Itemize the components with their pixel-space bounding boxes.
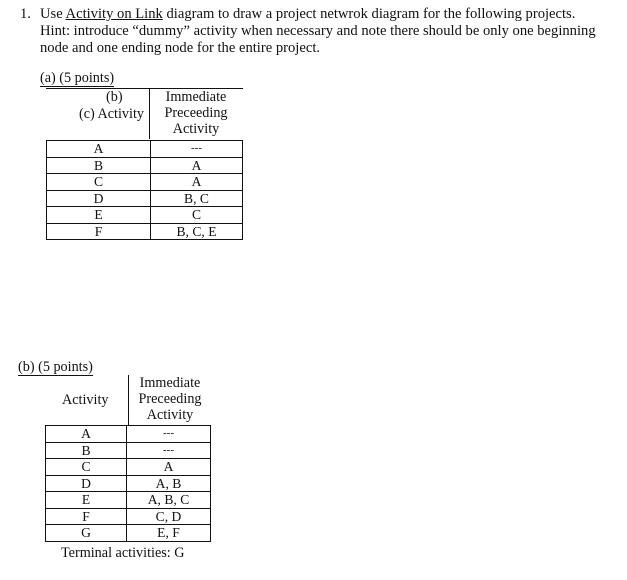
- part-a-header-pred: Immediate Preceeding Activity: [164, 89, 228, 137]
- question-number: 1.: [20, 6, 31, 22]
- activity-on-link-link[interactable]: Activity on Link: [65, 6, 163, 22]
- table-row: C A: [47, 174, 243, 191]
- question-text: [40, 6, 620, 57]
- part-b-header-activity: Activity: [62, 392, 109, 408]
- table-row: F C, D: [46, 508, 211, 525]
- table-row: D B, C: [47, 190, 243, 207]
- table-row: G E, F: [46, 525, 211, 542]
- table-row: C A: [46, 459, 211, 476]
- part-a-header-top-rule: [46, 88, 243, 89]
- part-a-table: [46, 140, 243, 240]
- question-line-1: Use Activity on Link diagram to draw a project netwrok diagram for the following projects.: [40, 6, 576, 22]
- table-row: B ---: [46, 442, 211, 459]
- table-row: F B, C, E: [47, 223, 243, 240]
- table-row: E C: [47, 207, 243, 224]
- question-line-2: Hint: introduce “dummy” activity when necessary and note there should be only one beginning: [40, 23, 596, 39]
- table-row: E A, B, C: [46, 492, 211, 509]
- table-row: A ---: [46, 426, 211, 443]
- part-b-label: (b) (5 points): [18, 359, 93, 375]
- table-row: A ---: [47, 141, 243, 158]
- part-b-table: [45, 425, 211, 542]
- table-row: D A, B: [46, 475, 211, 492]
- part-a-label: (a) (5 points): [40, 70, 115, 86]
- table-row: B A: [47, 157, 243, 174]
- part-b-header-pred: Immediate Preceeding Activity: [138, 375, 202, 423]
- part-b-header: [56, 375, 211, 425]
- terminal-activities: Terminal activities: G: [61, 545, 185, 561]
- question-line-3: node and one ending node for the entire project.: [40, 40, 321, 56]
- part-a-header: [46, 89, 242, 139]
- part-a-header-b: (b): [106, 89, 123, 105]
- part-a-header-activity: (c) Activity: [79, 106, 145, 122]
